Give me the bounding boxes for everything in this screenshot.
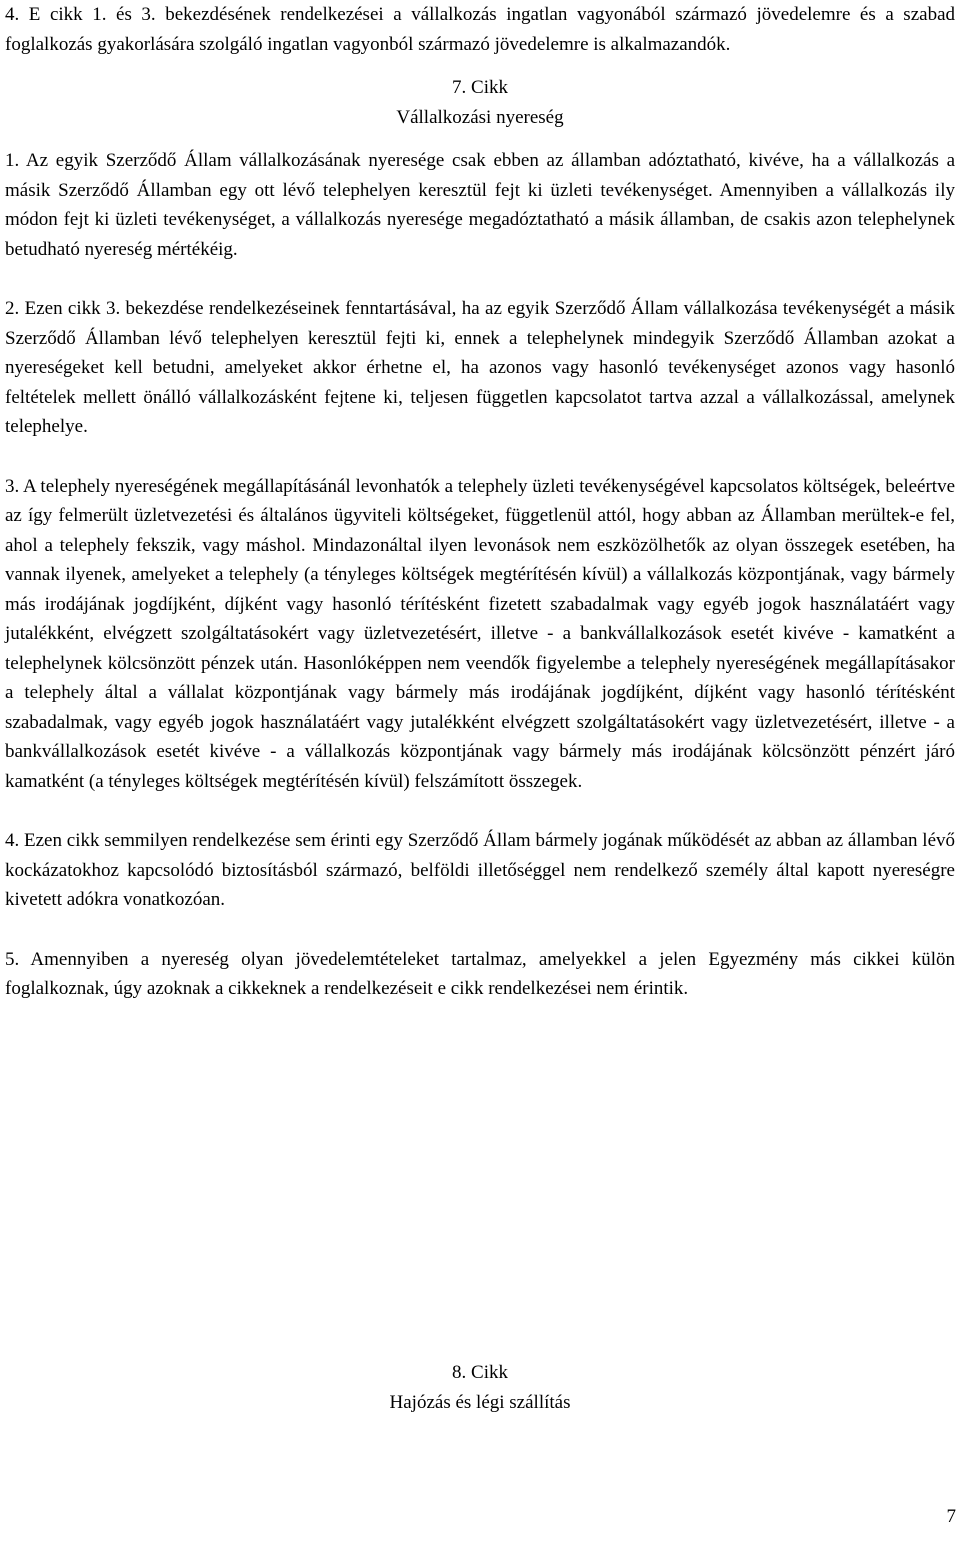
article-8-heading [5, 1358, 955, 1417]
document-page [5, 0, 955, 1034]
paragraph-2: 2. Ezen cikk 3. bekezdése rendelkezéseinek fenntartásával, ha az egyik Szerződő Állam vállalkozása tevékenységét a másik Szerződő Államban lévő telephelyen keresztül fejti ki, ennek a telephelynek mindegyik Szerződő Államban azokat a nyereségeket kell betudni, amelyeket akkor érhetne el, ha azonos vagy hasonló tevékenységet azonos vagy hasonló feltételek mellett önálló vállalkozásként fejtene ki, teljesen független kapcsolatot tartva azzal a vállalkozással, amelynek telephelye. [5, 298, 955, 437]
paragraph-1: 1. Az egyik Szerződő Állam vállalkozásának nyeresége csak ebben az államban adóztatható, kivéve, ha a vállalkozás a másik Szerződő Államban egy ott lévő telephelyen keresztül fejt ki üzleti tevékenységet. Amennyiben a vállalkozás ily módon fejt ki üzleti tevékenységet, a vállalkozás nyeresége megadóztatható a másik államban, de csakis azon telephelynek betudható nyereség mértékéig. [5, 150, 955, 260]
article-8-number: 8. Cikk [452, 1362, 508, 1383]
paragraph-5: 5. Amennyiben a nyereség olyan jövedelemtételeket tartalmaz, amelyekkel a jelen Egyezmény más cikkei külön foglalkoznak, úgy azoknak a cikkeknek a rendelkezéseit e cikk rendelkezései nem érintik. [5, 948, 955, 999]
paragraph-4-prev-article: 4. E cikk 1. és 3. bekezdésének rendelkezései a vállalkozás ingatlan vagyonából származó jövedelemre és a szabad foglalkozás gyakorlására szolgáló ingatlan vagyonból származó jövedelemre is alkalmazandók. [5, 4, 955, 55]
paragraph-3: 3. A telephely nyereségének megállapításánál levonhatók a telephely üzleti tevékenységével kapcsolatos költségek, beleértve az így felmerült üzletvezetési és általános ügyviteli költségeket, függetlenül attól, hogy abban az Államban merültek-e fel, ahol a telephely fekszik, vagy máshol. Mindazonáltal ilyen levonások nem eszközölhetők az olyan összegek esetében, ha vannak ilyenek, amelyeket a telephely (a tényleges költségek megtérítésén kívül) a vállalkozás központjának, vagy bármely más irodájának jogdíjként, díjként vagy hasonló térítésként fizetett szabadalmak vagy egyéb jogok használatáért vagy jutalékként, elvégzett szolgáltatásokért vagy üzletvezetésért, illetve - a bankvállalkozások esetét kivéve - kamatként a telephelynek kölcsönzött pénzek után. Hasonlóképpen nem veendők figyelembe a telephely nyereségének megállapításakor a telephely által a vállalat központjának vagy bármely más irodájának jogdíjként, díjként vagy hasonló térítésként szabadalmak, vagy egyéb jogok használatáért vagy jutalékként elvégzett szolgáltatásokért vagy üzletvezetésért, illetve - a bankvállalkozások esetét kivéve - a vállalkozás központjának vagy bármely más irodájának kölcsönzött pénzért járó kamatként (a tényleges költségek megtérítésén kívül) felszámított összegek. [5, 475, 955, 792]
article-7-heading [5, 73, 955, 132]
paragraph-4: 4. Ezen cikk semmilyen rendelkezése sem érinti egy Szerződő Állam bármely jogának működését az abban az államban lévő kockázatokhoz kapcsolódó biztosításból származó, belföldi illetőséggel nem rendelkező személy által kapott nyereségre kivetett adókra vonatkozóan. [5, 830, 955, 910]
article-7-title: Vállalkozási nyereség [396, 106, 564, 128]
page-number: 7 [946, 1506, 956, 1527]
article-8-title: Hajózás és légi szállítás [389, 1391, 571, 1413]
article-7-number: 7. Cikk [452, 77, 508, 98]
